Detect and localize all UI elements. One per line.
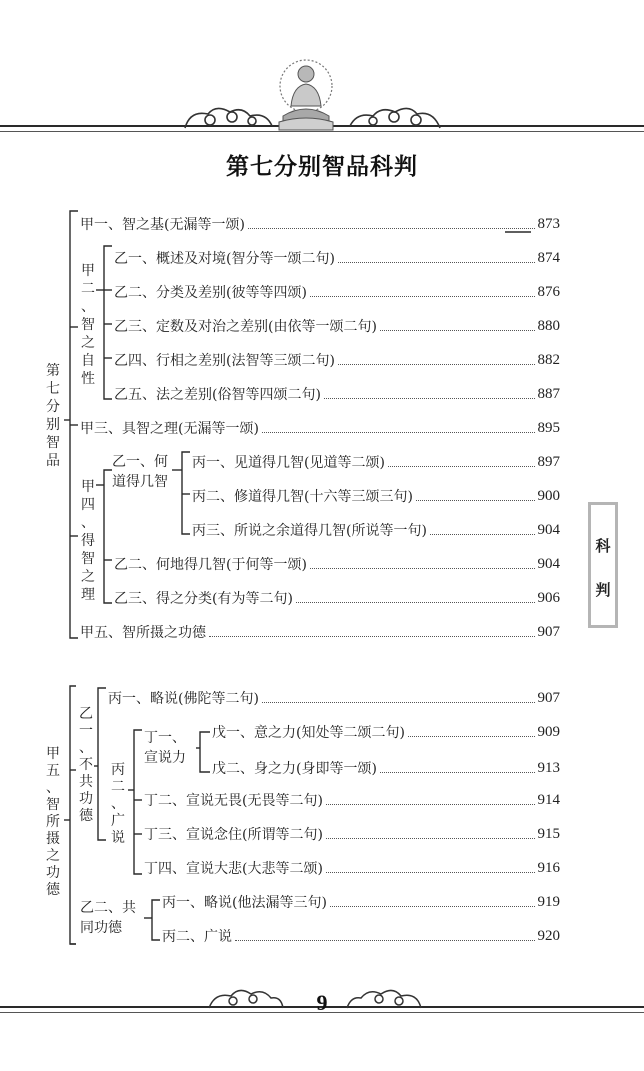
page-number: 9 <box>316 990 328 1015</box>
outline-row: 丙二、广说 920 <box>162 927 560 945</box>
outline-row: 丙一、见道得几智(见道等二颂) 897 <box>192 453 560 471</box>
outline-row: 丁三、宣说念住(所谓等二句) 915 <box>144 825 560 843</box>
outline-row: 甲一、智之基(无漏等一颂) 873 <box>80 215 560 233</box>
jia4-label: 甲 四 、 得 智 之 理 <box>81 479 95 603</box>
page-title: 第七分别智品科判 <box>226 153 418 180</box>
outline-row: 丙一、略说(他法漏等三句) 919 <box>162 893 560 911</box>
outline-row: 甲三、具智之理(无漏等一颂) 895 <box>80 419 560 437</box>
side-tab-char: 科 <box>595 537 611 555</box>
side-tab <box>588 502 618 628</box>
jia2-label: 甲 二 、 智 之 自 性 <box>81 263 95 387</box>
outline-row: 乙三、得之分类(有为等二句) 906 <box>114 589 560 607</box>
outline-row: 丙三、所说之余道得几智(所说等一句) 904 <box>192 521 560 539</box>
outline-row: 丁四、宣说大悲(大悲等二颂) 916 <box>144 859 560 877</box>
ding1-label: 丁一、 宣说力 <box>144 730 186 766</box>
outline-row: 乙五、法之差别(俗智等四颂二句) 887 <box>114 385 560 403</box>
yi1-gongde-label: 乙 一 、 不 共 功 德 <box>79 706 93 824</box>
outline-row: 乙四、行相之差别(法智等三颂二句) 882 <box>114 351 560 369</box>
outline-row: 甲五、智所摄之功德 907 <box>80 623 560 641</box>
yi1-heading-label: 乙一、何 道得几智 <box>112 454 168 490</box>
outline-row: 乙二、分类及差别(彼等等四颂) 876 <box>114 283 560 301</box>
outline-row: 乙一、概述及对境(智分等一颂二句) 874 <box>114 249 560 267</box>
section1-root-label: 第 七 分 别 智 品 <box>46 363 60 469</box>
section2-root-label: 甲 五 、 智 所 摄 之 功 德 <box>46 746 60 898</box>
outline-row: 丁二、宣说无畏(无畏等二句) 914 <box>144 791 560 809</box>
outline-row: 乙二、何地得几智(于何等一颂) 904 <box>114 555 560 573</box>
outline-row: 乙三、定数及对治之差别(由依等一颂二句) 880 <box>114 317 560 335</box>
outline-row: 戊二、身之力(身即等一颂) 913 <box>212 759 560 777</box>
outline-row: 丙一、略说(佛陀等二句) 907 <box>108 689 560 707</box>
yi2-label: 乙二、共 同功德 <box>80 900 136 936</box>
side-tab-char: 判 <box>595 581 611 599</box>
outline-row: 丙二、修道得几智(十六等三颂三句) 900 <box>192 487 560 505</box>
outline-row: 戊一、意之力(知处等二颂二句) 909 <box>212 723 560 741</box>
bing2-label: 丙 二 、 广 说 <box>111 762 125 846</box>
